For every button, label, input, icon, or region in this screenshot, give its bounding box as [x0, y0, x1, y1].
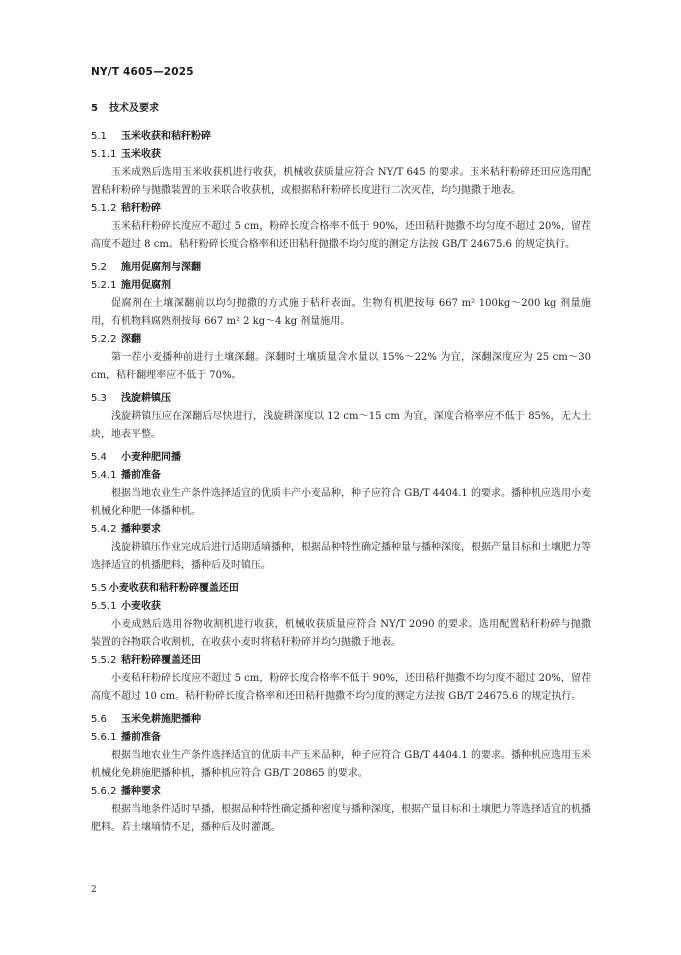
paragraph: 根据当地农业生产条件选择适宜的优质丰产小麦品种，种子应符合 GB/T 4404.1 的要求。播种机应选用小麦机械化种肥一体播种机。: [91, 488, 591, 517]
page-number: 2: [91, 885, 97, 895]
paragraph: 玉米成熟后选用玉米收获机进行收获，机械收获质量应符合 NY/T 645 的要求。玉米秸秆粉碎还田应选用配置秸秆粉碎与抛撒装置的玉米联合收获机，或根据秸秆粉碎长度进行二次灭茬，均匀抛撒于地表。: [91, 167, 591, 196]
subsection-number: 5.5: [91, 583, 107, 594]
subsection-heading: [91, 449, 591, 467]
subsection-title: 浅旋耕镇压: [121, 393, 171, 404]
clause-number: 5.5.1: [91, 601, 117, 612]
clause-number: 5.2.1: [91, 280, 117, 291]
clause-title: 秸秆粉碎: [121, 203, 161, 214]
paragraph: 根据当地农业生产条件选择适宜的优质丰产玉米品种，种子应符合 GB/T 4404.1 的要求。播种机应选用玉米机械化免耕施肥播种机，播种机应符合 GB/T 20865 的要求。: [91, 750, 591, 779]
paragraph: 浅旋耕镇压作业完成后进行适期适墒播种，根据品种特性确定播种量与播种深度，根据产量目标和土壤肥力等选择适宜的机播肥料，播种后及时镇压。: [91, 542, 591, 571]
subsection-heading: [91, 259, 591, 277]
section-heading: [91, 99, 591, 118]
paragraph: 浅旋耕镇压应在深翻后尽快进行，浅旋耕深度以 12 cm～15 cm 为宜，深度合格率应不低于 85%，无大土块，地表平整。: [91, 411, 591, 440]
clause-heading: [91, 200, 591, 218]
clause-number: 5.4.1: [91, 470, 117, 481]
paragraph: 促腐剂在土壤深翻前以均匀抛撒的方式施于秸秆表面。生物有机肥按每 667 m² 100kg～200 kg 剂量施用，有机物料腐熟剂按每 667 m² 2 kg～4 kg 剂量施用。: [91, 298, 591, 327]
clause-heading: [91, 331, 591, 349]
clause-heading: [91, 467, 591, 485]
clause-title: 小麦收获: [121, 601, 161, 612]
clause-heading: [91, 783, 591, 801]
clause-heading: [91, 652, 591, 670]
subsection-number: 5.1: [91, 131, 107, 142]
clause-heading: [91, 146, 591, 164]
section-title: 技术及要求: [109, 103, 159, 114]
clause-title: 播前准备: [121, 732, 161, 743]
clause-number: 5.1.1: [91, 149, 117, 160]
subsection-number: 5.6: [91, 714, 107, 725]
clause-heading: [91, 521, 591, 539]
clause-number: 5.4.2: [91, 524, 117, 535]
clause-title: 播前准备: [121, 470, 161, 481]
clause-title: 施用促腐剂: [121, 280, 171, 291]
subsection-title: 玉米收获和秸秆粉碎: [121, 131, 211, 142]
clause-number: 5.1.2: [91, 203, 117, 214]
clause-title: 播种要求: [121, 524, 161, 535]
clause-number: 5.6.1: [91, 732, 117, 743]
paragraph: 根据当地条件适时早播，根据品种特性确定播种密度与播种深度，根据产量目标和土壤肥力等选择适宜的机播肥料。若土壤墒情不足，播种后及时灌溉。: [91, 804, 591, 833]
clause-title: 秸秆粉碎覆盖还田: [121, 655, 201, 666]
subsection-heading: [91, 128, 591, 146]
document-body: [91, 99, 591, 837]
subsection-heading: [91, 390, 591, 408]
document-code: NY/T 4605—2025: [91, 66, 194, 78]
clause-heading: [91, 277, 591, 295]
clause-number: 5.2.2: [91, 334, 117, 345]
subsection-heading: [91, 580, 591, 598]
subsection-number: 5.4: [91, 452, 107, 463]
clause-heading: [91, 729, 591, 747]
clause-number: 5.6.2: [91, 786, 117, 797]
clause-title: 玉米收获: [121, 149, 161, 160]
subsection-title: 小麦收获和秸秆粉碎覆盖还田: [108, 583, 239, 594]
subsection-title: 玉米免耕施肥播种: [121, 714, 201, 725]
paragraph: 小麦成熟后选用谷物收割机进行收获，机械收获质量应符合 NY/T 2090 的要求。选用配置秸秆粉碎与抛撒装置的谷物联合收割机，在收获小麦时将秸秆粉碎并均匀抛撒于地表。: [91, 619, 591, 648]
paragraph: 小麦秸秆粉碎长度应不超过 5 cm，粉碎长度合格率不低于 90%，还田秸秆抛撒不均匀度不超过 20%，留茬高度不超过 10 cm。秸秆粉碎长度合格率和还田秸秆抛撒不均匀度的测定方法按 GB/T 24675.6 的规定执行。: [91, 673, 591, 702]
clause-heading: [91, 598, 591, 616]
subsection-title: 施用促腐剂与深翻: [121, 262, 201, 273]
paragraph: 玉米秸秆粉碎长度应不超过 5 cm，粉碎长度合格率不低于 90%，还田秸秆抛撒不均匀度不超过 20%，留茬高度不超过 8 cm。秸秆粉碎长度合格率和还田秸秆抛撒不均匀度的测定方法按 GB/T 24675.6 的规定执行。: [91, 221, 591, 250]
subsection-heading: [91, 711, 591, 729]
clause-number: 5.5.2: [91, 655, 117, 666]
subsection-number: 5.3: [91, 393, 107, 404]
clause-title: 播种要求: [121, 786, 161, 797]
paragraph: 第一茬小麦播种前进行土壤深翻。深翻时土壤质量含水量以 15%～22% 为宜，深翻深度应为 25 cm～30 cm，秸秆翻埋率应不低于 70%。: [91, 352, 591, 381]
clause-title: 深翻: [121, 334, 141, 345]
subsection-number: 5.2: [91, 262, 107, 273]
subsection-title: 小麦种肥同播: [121, 452, 181, 463]
section-number: 5: [91, 103, 98, 114]
